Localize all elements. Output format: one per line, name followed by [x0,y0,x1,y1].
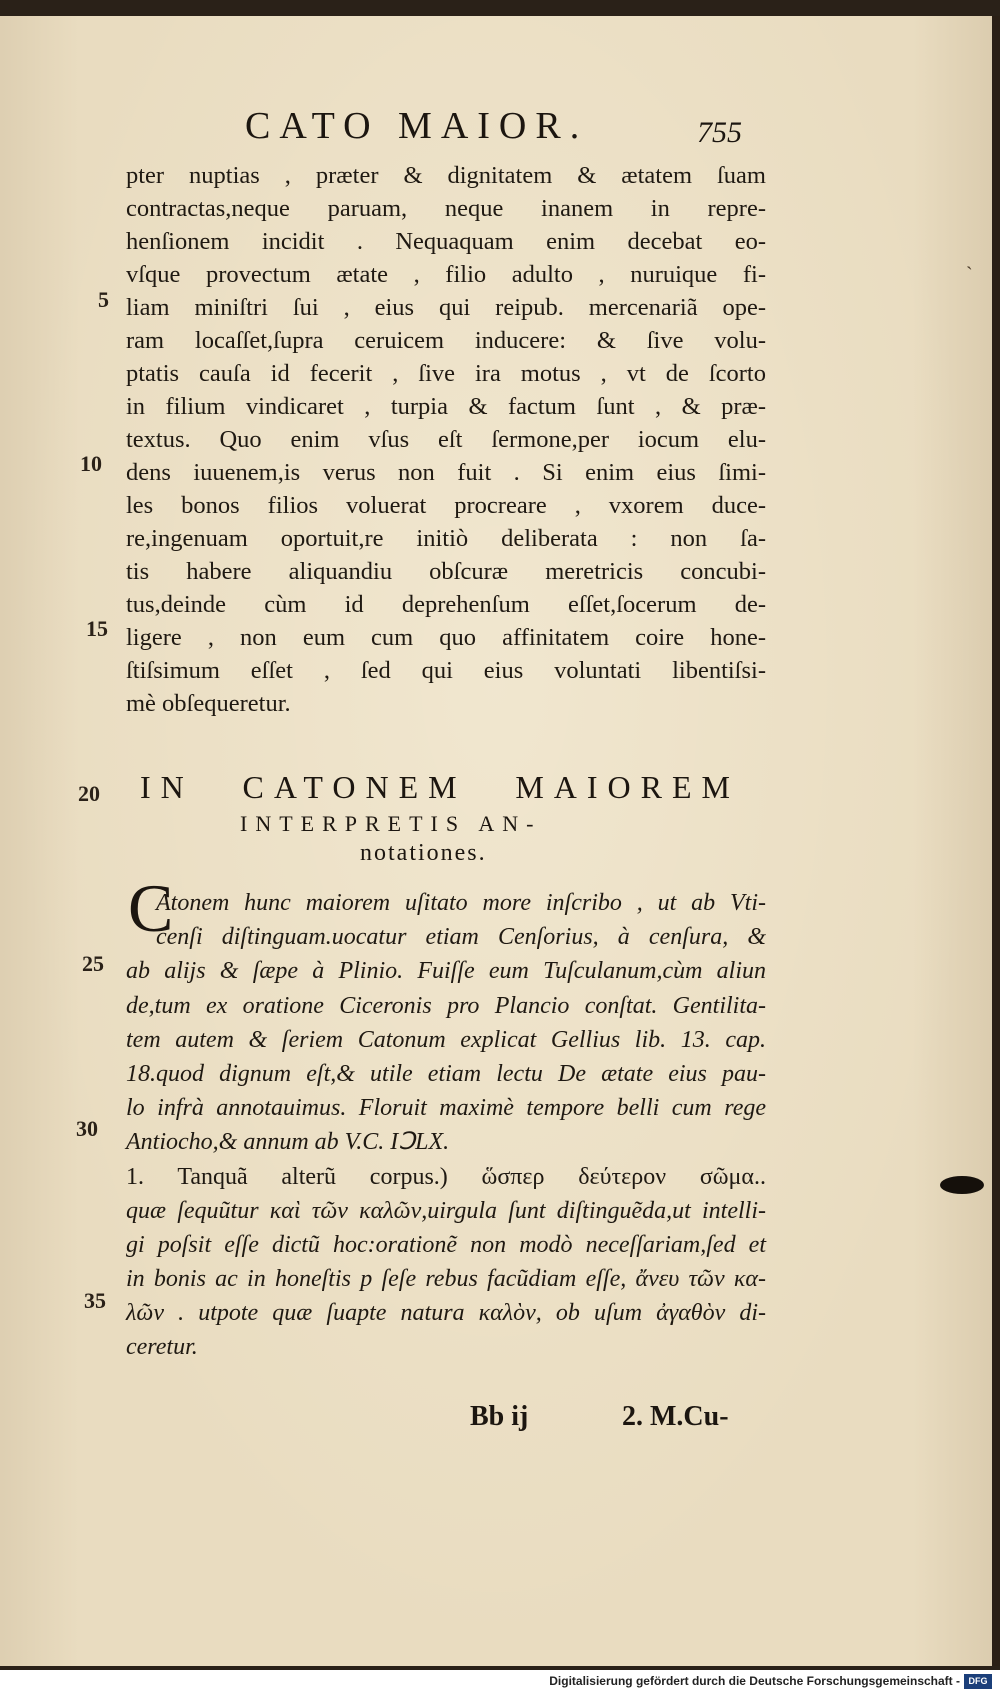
note-line: λῶν . utpote quæ ſuapte natura καλὸν, ob uſum ἀγαθὸν di- [126,1300,766,1327]
section-subtitle-continued: notationes. [360,840,487,866]
text-line: re,ingenuam oportuit,re initiò deliberata : non ſa- [126,525,766,552]
text-line: dens iuuenem,is verus non fuit . Si enim eius ſimi- [126,459,766,486]
funding-notice: Digitalisierung gefördert durch die Deutsche Forschungsgemeinschaft - [549,1674,960,1688]
text-line: liam miniſtri ſui , eius qui reipub. mercenariã ope- [126,294,766,321]
section-subtitle: INTERPRETIS AN- [240,811,542,836]
section-title: IN CATONEM MAIOREM [140,769,740,805]
margin-line-number: 15 [86,616,108,641]
text-line: henſionem incidit . Nequaquam enim decebat eo- [126,228,766,255]
note-line: cenſi diſtinguam.uocatur etiam Cenſorius, à cenſura, & [156,924,766,951]
margin-line-number: 10 [80,451,102,476]
drop-cap: C [128,870,174,946]
catchword: 2. M.Cu- [622,1401,729,1432]
ink-blot [940,1176,984,1194]
text-line: ligere , non eum cum quo affinitatem coire hone- [126,624,766,651]
text-line: textus. Quo enim vſus eſt ſermone,per iocum elu- [126,426,766,453]
note-line: Antiocho,& annum ab V.C. IↃLX. [126,1129,450,1156]
text-line: tus,deinde cùm id deprehenſum eſſet,ſocerum de- [126,591,766,618]
note-line: ceretur. [126,1334,198,1361]
text-line: ſtiſsimum eſſet , ſed qui eius voluntati libentiſsi- [126,657,766,684]
text-line: contractas,neque paruam, neque inanem in repre- [126,195,766,222]
margin-mark: ˎ [966,248,973,270]
text-line: les bonos filios voluerat procreare , vxorem duce- [126,492,766,519]
note-line: Atonem hunc maiorem uſitato more inſcribo , ut ab Vti- [156,890,766,916]
note-line: tem autem & ſeriem Catonum explicat Gellius lib. 13. cap. [126,1026,766,1053]
page-number: 755 [697,116,742,149]
annotations [126,886,766,1365]
note-line: 1. Tanquã alterũ corpus.) ὥσπερ δεύτερον σῶμα.. [126,1163,766,1190]
text-line: in filium vindicaret , turpia & factum ſunt , & præ- [126,393,766,420]
dfg-logo-icon: DFG [964,1674,992,1689]
text-line: ptatis cauſa id fecerit , ſive ira motus , vt de ſcorto [126,360,766,387]
note-line: gi poſsit eſſe dictũ hoc:orationẽ non modò neceſſariam,ſed et [126,1231,766,1258]
margin-line-number: 30 [76,1116,98,1141]
book-page [0,16,1000,1666]
note-line: ab alijs & ſæpe à Plinio. Fuiſſe eum Tuſculanum,cùm aliun [126,958,766,985]
note-line: quæ ſequũtur καὶ τῶν καλῶν,uirgula ſunt diſtinguẽda,ut intelli- [126,1197,766,1224]
text-line: vſque provectum ætate , filio adulto , nuruique fi- [126,261,766,288]
margin-line-number: 20 [78,781,100,806]
margin-line-number: 25 [82,951,104,976]
note-line: lo infrà annotauimus. Floruit maximè tempore belli cum rege [126,1095,766,1122]
margin-line-number: 35 [84,1288,106,1313]
text-line: mè obſequeretur. [126,690,291,717]
footer-bar [0,1670,1000,1695]
margin-line-number: 5 [98,287,109,312]
note-line: 18.quod dignum eſt,& utile etiam lectu De ætate eius pau- [126,1060,766,1087]
main-text [126,159,766,720]
signature-mark: Bb ij [470,1401,529,1432]
text-line: pter nuptias , præter & dignitatem & ætatem ſuam [126,162,766,189]
text-line: ram locaſſet,ſupra ceruicem inducere: & ſive volu- [126,327,766,354]
running-head: CATO MAIOR. [245,105,589,147]
text-line: tis habere aliquandiu obſcuræ meretricis concubi- [126,558,766,585]
note-line: in bonis ac in honeſtis p ſeſe rebus facũdiam eſſe, ἄνευ τῶν κα- [126,1266,766,1293]
note-line: de,tum ex oratione Ciceronis pro Plancio conſtat. Gentilita- [126,992,766,1019]
